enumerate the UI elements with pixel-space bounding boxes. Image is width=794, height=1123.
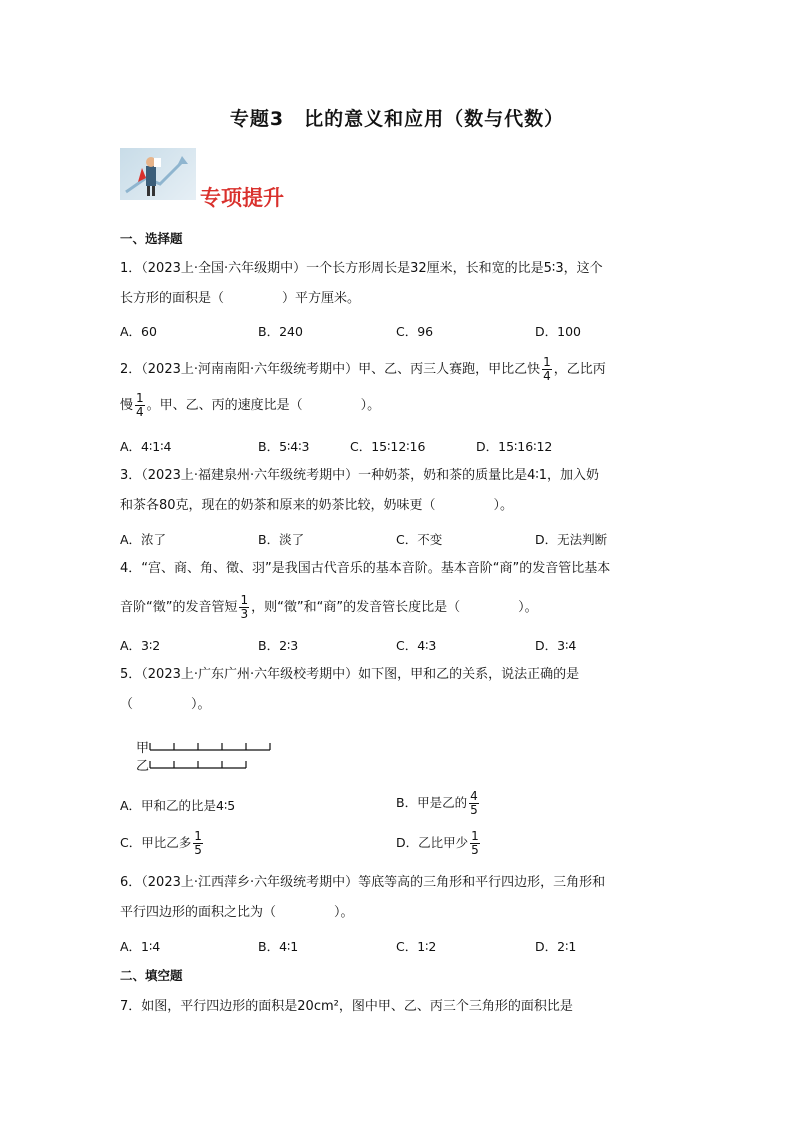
q6-option-c[interactable]: C．1∶2 — [396, 939, 437, 954]
question-2-line-1: 2．（2023上·河南南阳·六年级统考期中）甲、乙、丙三人赛跑，甲比乙快 $\frac{1}{4}$ ，乙比丙 — [120, 355, 606, 383]
question-2-line-2: 慢 $\frac{1}{4}$ 。甲、乙、丙的速度比是（ ）。 — [120, 391, 381, 419]
section-heading-choice: 一、选择题 — [120, 231, 183, 246]
q1-option-c[interactable]: C．96 — [396, 324, 434, 339]
q2-option-c[interactable]: C．15∶12∶16 — [350, 439, 426, 454]
q4-option-a[interactable]: A．3∶2 — [120, 638, 161, 653]
question-3-line-2: 和茶各80克，现在的奶茶和原来的奶茶比较，奶味更（ ）。 — [120, 498, 514, 513]
q6-option-b[interactable]: B．4∶1 — [258, 939, 299, 954]
q1-option-d[interactable]: D．100 — [535, 324, 581, 339]
fraction: $\frac{1}{4}$ — [136, 391, 144, 419]
segment-diagram — [136, 737, 286, 773]
q4-option-c[interactable]: C．4∶3 — [396, 638, 437, 653]
banner-image — [120, 148, 196, 200]
fraction: $\frac{1}{4}$ — [543, 355, 551, 383]
question-4-line-1: 4．“宫、商、角、徵、羽”是我国古代音乐的基本音阶。基本音阶“商”的发音管比基本 — [120, 561, 611, 576]
q3-option-d[interactable]: D．无法判断 — [535, 532, 608, 547]
question-6-line-1: 6．（2023上·江西萍乡·六年级统考期中）等底等高的三角形和平行四边形，三角形和 — [120, 875, 606, 890]
banner-title: 专项提升 — [200, 186, 284, 210]
q5-option-d[interactable]: D．乙比甲少 $\frac{1}{5}$ — [396, 829, 479, 857]
q3-option-c[interactable]: C．不变 — [396, 532, 443, 547]
question-6-line-2: 平行四边形的面积之比为（ ）。 — [120, 905, 354, 920]
segment-bar-jia — [150, 743, 270, 750]
page-title: 专题3 比的意义和应用（数与代数） — [229, 108, 565, 130]
segment-bars — [136, 737, 286, 773]
q3-option-a[interactable]: A．浓了 — [120, 532, 167, 547]
diagram-label-yi: 乙 — [136, 759, 150, 774]
question-5-line-2: （ ）。 — [120, 697, 211, 712]
q2-option-d[interactable]: D．15∶16∶12 — [476, 439, 553, 454]
question-1-line-1: 1．（2023上·全国·六年级期中）一个长方形周长是32厘米，长和宽的比是5∶3，这个 — [120, 261, 603, 276]
q3-option-b[interactable]: B．淡了 — [258, 532, 305, 547]
q1-option-a[interactable]: A．60 — [120, 324, 157, 339]
question-1-line-2: 长方形的面积是（ ）平方厘米。 — [120, 291, 361, 306]
question-4-line-2: 音阶“徵”的发音管短 $\frac{1}{3}$ ，则“徵”和“商”的发音管长度比是（ ）。 — [120, 593, 538, 621]
q2-option-b[interactable]: B．5∶4∶3 — [258, 439, 310, 454]
question-3-line-1: 3．（2023上·福建泉州·六年级统考期中）一种奶茶，奶和茶的质量比是4∶1，加入奶 — [120, 468, 600, 483]
fraction: $\frac{4}{5}$ — [470, 789, 478, 817]
q1-option-b[interactable]: B．240 — [258, 324, 303, 339]
fraction: $\frac{1}{5}$ — [471, 829, 479, 857]
q5-option-b[interactable]: B．甲是乙的 $\frac{4}{5}$ — [396, 789, 478, 817]
q2-option-a[interactable]: A．4∶1∶4 — [120, 439, 172, 454]
section-heading-fill: 二、填空题 — [120, 968, 183, 983]
question-7-line-1: 7．如图，平行四边形的面积是20cm²，图中甲、乙、丙三个三角形的面积比是 — [120, 999, 573, 1014]
q5-option-c[interactable]: C．甲比乙多 $\frac{1}{5}$ — [120, 829, 202, 857]
fraction: $\frac{1}{5}$ — [194, 829, 202, 857]
q5-option-a[interactable]: A．甲和乙的比是4∶5 — [120, 798, 236, 813]
question-5-line-1: 5．（2023上·广东广州·六年级校考期中）如下图，甲和乙的关系，说法正确的是 — [120, 667, 580, 682]
q6-option-d[interactable]: D．2∶1 — [535, 939, 577, 954]
q4-option-b[interactable]: B．2∶3 — [258, 638, 299, 653]
fraction: $\frac{1}{3}$ — [240, 593, 249, 621]
q6-option-a[interactable]: A．1∶4 — [120, 939, 161, 954]
diagram-label-jia: 甲 — [136, 741, 150, 756]
segment-bar-yi — [150, 761, 246, 768]
q4-option-d[interactable]: D．3∶4 — [535, 638, 577, 653]
